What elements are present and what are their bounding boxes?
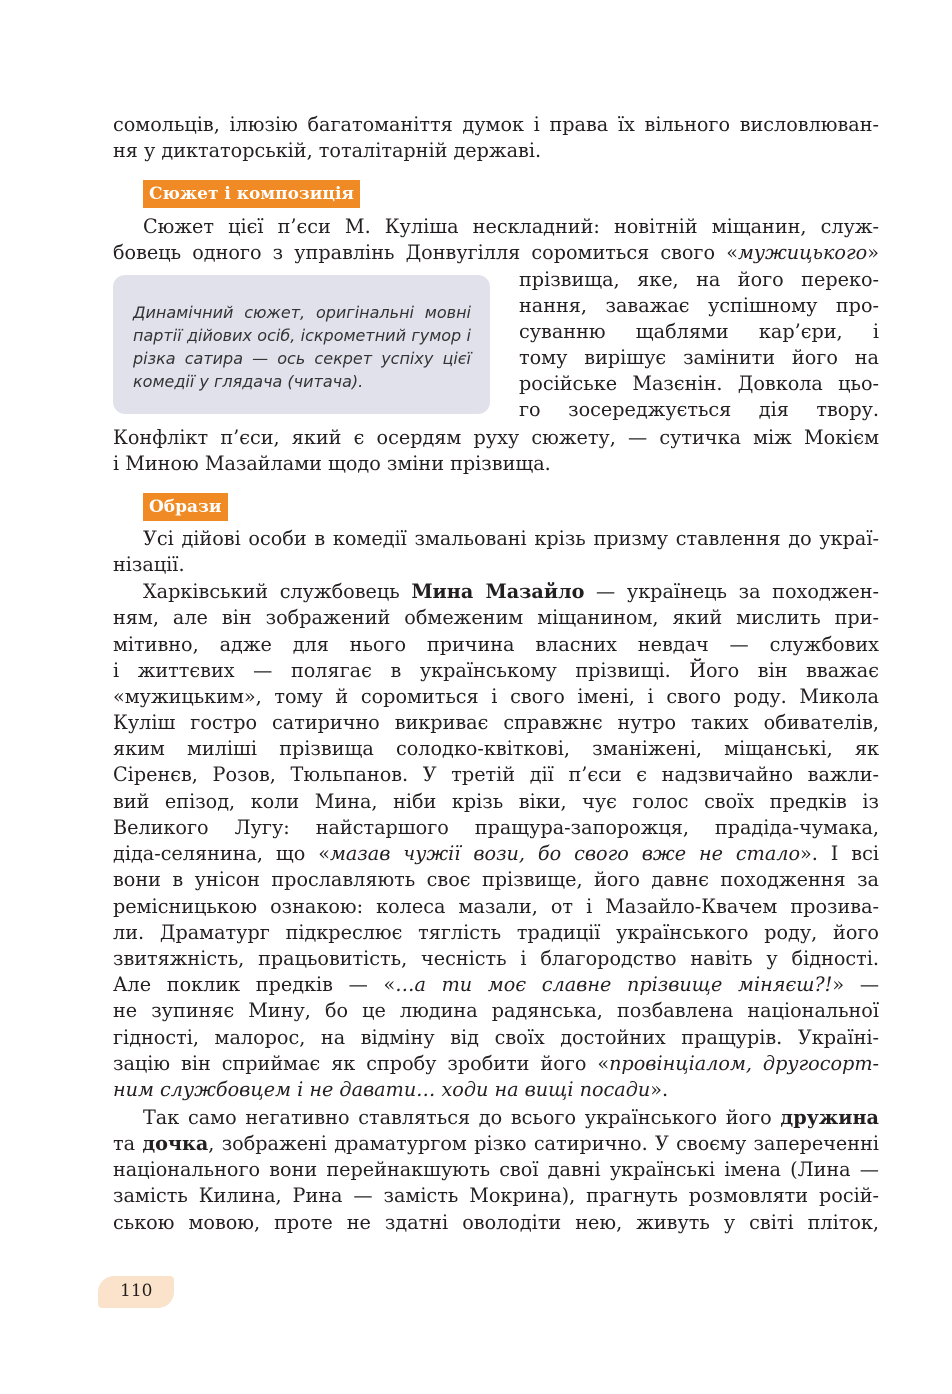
- text-line: Сюжет цієї п’єси М. Куліша нескладний: новітній міщанин, служ-: [143, 215, 879, 238]
- text-line: нізації.: [113, 553, 185, 576]
- text-line: російське Мазєнін. Довкола цьо-: [519, 372, 879, 395]
- text-line: ня у диктаторській, тоталітарній державі.: [113, 139, 542, 162]
- text-line: Харківський службовець Мина Мазайло — українець за походжен-: [143, 580, 879, 603]
- text-line: го зосереджується дія твору.: [519, 398, 879, 421]
- text-line: зацію він сприймає як спробу зробити його «провінціалом, другосорт-: [113, 1052, 879, 1075]
- text-line: Так само негативно ставляться до всього українського його дружина: [143, 1106, 879, 1129]
- text-line: замість Килина, Рина — замість Мокрина), прагнуть розмовляти росій-: [113, 1184, 879, 1207]
- text-line: «мужицьким», тому й соромиться і свого імені, і свого роду. Микола: [113, 685, 879, 708]
- text-line: сомольців, ілюзію багатоманіття думок і права їх вільного висловлюван-: [113, 113, 879, 136]
- text-line: тому вирішує замінити його на: [519, 346, 879, 369]
- text-line: ним службовцем і не давати… ходи на вищі посади».: [113, 1078, 669, 1101]
- text-line: Конфлікт п’єси, який є осердям руху сюжету, — сутичка між Мокієм: [113, 426, 879, 449]
- text-line: Але поклик предків — «…а ти моє славне прізвище міняєш?!» —: [113, 973, 880, 996]
- text-line: ремісницькою ознакою: колеса мазали, от і Мазайло-Квачем прозива-: [113, 895, 879, 918]
- text-line: вий епізод, коли Мина, ніби крізь віки, чує голос своїх предків із: [113, 790, 879, 813]
- text-line: та дочка, зображені драматургом різко сатирично. У своєму запереченні: [113, 1132, 879, 1155]
- text-line: і життєвих — полягає в українському прізвищі. Його він вважає: [113, 659, 879, 682]
- text-line: не зупиняє Мину, бо це людина радянська, позбавлена національної: [113, 999, 879, 1022]
- text-line: яким миліші прізвища солодко-квіткові, зманіжені, міщанські, як: [113, 737, 879, 760]
- text-line: ням, але він зображений обмеженим міщанином, який мислить при-: [113, 606, 879, 629]
- text-line: Усі дійові особи в комедії змальовані крізь призму ставлення до украї-: [143, 527, 879, 550]
- text-line: Куліш гостро сатирично викриває справжнє нутро таких обивателів,: [113, 711, 879, 734]
- page-number: 110: [120, 1281, 153, 1301]
- text-line: прізвища, яке, на його переко-: [519, 268, 879, 291]
- sidebar-note: [113, 275, 490, 414]
- section-heading-images: Образи: [143, 493, 228, 521]
- page-number-badge: [98, 1276, 174, 1308]
- section-heading-plot: Сюжет і композиція: [143, 180, 360, 208]
- sidebar-note-text: Динамічний сюжет, оригінальні мовні партії дійових осіб, іскрометний гумор і різка сатира — ось секрет успіху цієї комедії у глядача (читача).: [133, 303, 471, 391]
- text-line: Сіренєв, Розов, Тюльпанов. У третій дії п’єси є надзвичайно важли-: [113, 763, 879, 786]
- text-line: гідності, малорос, на відміну від своїх достойних пращурів. Україні-: [113, 1026, 879, 1049]
- text-line: ською мовою, проте не здатні оволодіти нею, живуть у світі пліток,: [113, 1211, 879, 1234]
- text-line: національного вони перейнакшують свої давні українські імена (Лина —: [113, 1158, 879, 1181]
- text-line: Великого Лугу: найстаршого пращура-запорожця, прадіда-чумака,: [113, 816, 879, 839]
- text-line: і Миною Мазайлами щодо зміни прізвища.: [113, 452, 551, 475]
- text-line: мітивно, адже для нього причина власних невдач — службових: [113, 633, 879, 656]
- text-line: діда-селянина, що «мазав чужії вози, бо свого вже не стало». І всі: [113, 842, 879, 865]
- text-line: вони в унісон прославляють своє прізвище, його давнє походження за: [113, 868, 879, 891]
- text-line: звитяжність, працьовитість, чесність і благородство навіть у бідності.: [113, 947, 879, 970]
- text-line: ли. Драматург підкреслює тяглість традиції українського роду, його: [113, 921, 879, 944]
- text-line: суванню щаблями кар’єри, і: [519, 320, 879, 343]
- text-line: бовець одного з управлінь Донвугілля соромиться свого «мужицького»: [113, 241, 879, 264]
- text-line: нання, заважає успішному про-: [519, 294, 879, 317]
